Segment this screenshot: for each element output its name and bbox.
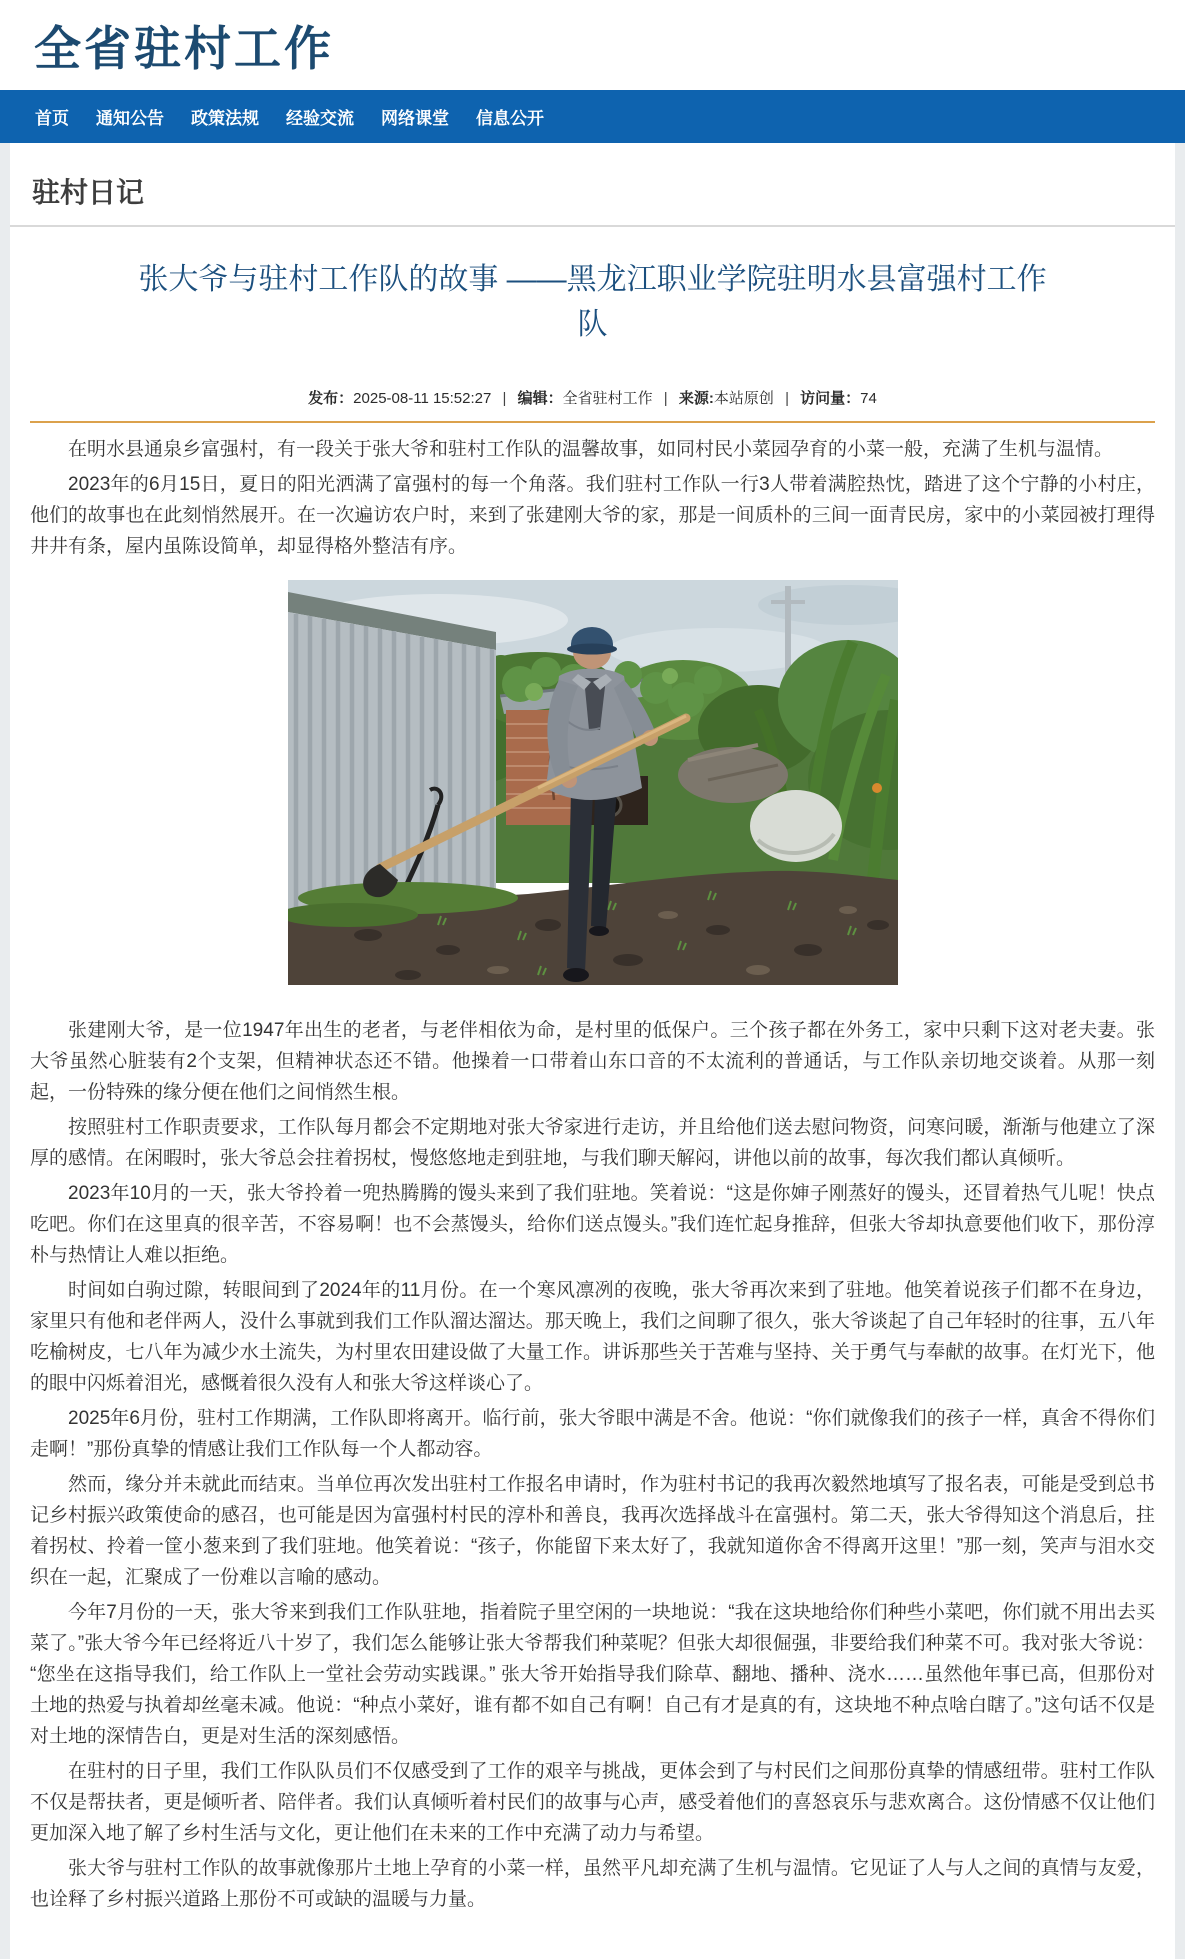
nav-item-2[interactable]: 通知公告 <box>96 109 164 128</box>
article-paragraph-1: 张建刚大爷，是一位1947年出生的老者，与老伴相依为命，是村里的低保户。三个孩子都在外务工，家中只剩下这对老夫妻。张大爷虽然心脏装有2个支架，但精神状态还不错。他操着一口带着山东口音的不太流利的普通话，与工作队亲切地交谈着。从那一刻起，一份特殊的缘分便在他们之间悄然生根。 <box>30 1020 1155 1103</box>
meta-views-value: 74 <box>860 390 877 407</box>
article-title: 张大爷与驻村工作队的故事 ——黑龙江职业学院驻明水县富强村工作队 <box>138 263 1047 341</box>
article-paragraph-3: 2023年10月的一天，张大爷拎着一兜热腾腾的馒头来到了我们驻地。笑着说：“这是你婶子刚蒸好的馒头，还冒着热气儿呢！快点吃吧。你们在这里真的很辛苦，不容易啊！也不会蒸馒头，给你们送点馒头。”我们连忙起身推辞，但张大爷却执意要他们收下，那份淳朴与热情让人难以拒绝。 <box>30 1183 1155 1266</box>
meta-editor-value: 全省驻村工作 <box>562 390 653 407</box>
meta-source-label: 来源: <box>678 390 714 407</box>
site-logo-title[interactable]: 全省驻村工作 <box>34 21 334 75</box>
article-paragraph-1: 在明水县通泉乡富强村，有一段关于张大爷和驻村工作队的温馨故事，如同村民小菜园孕育的小菜一般，充满了生机与温情。 <box>68 439 1114 460</box>
section-divider <box>10 225 1175 227</box>
content-card <box>10 143 1175 1959</box>
article-paragraph-2: 按照驻村工作职责要求，工作队每月都会不定期地对张大爷家进行走访，并且给他们送去慰问物资，问寒问暖，渐渐与他建立了深厚的感情。在闲暇时，张大爷总会拄着拐杖，慢悠悠地走到驻地，与我们聊天解闷，讲他以前的故事，每次我们都认真倾听。 <box>30 1117 1155 1169</box>
section-title: 驻村日记 <box>32 177 145 208</box>
content-wrapper <box>0 143 1185 1959</box>
article-meta <box>30 387 1155 408</box>
meta-editor-label: 编辑： <box>517 390 563 407</box>
article-body-after-photo <box>30 1015 1155 1915</box>
nav-item-4[interactable]: 经验交流 <box>286 109 354 128</box>
nav-item-1[interactable]: 首页 <box>35 109 69 128</box>
meta-separator: | <box>502 390 507 407</box>
article-paragraph-7: 今年7月份的一天，张大爷来到我们工作队驻地，指着院子里空闲的一块地说：“我在这块地给你们种些小菜吧，你们就不用出去买菜了。”张大爷今年已经将近八十岁了，我们怎么能够让张大爷帮我们种菜呢？但张大却很倔强，非要给我们种菜不可。我对张大爷说：“您坐在这指导我们，给工作队上一堂社会劳动实践课。” 张大爷开始指导我们除草、翻地、播种、浇水……虽然他年事已高，但那份对土地的热爱与执着却丝毫未减。他说：“种点小菜好，谁有都不如自己有啊！自己有才是真的有，这块地不种点啥白瞎了。”这句话不仅是对土地的深情告白，更是对生活的深刻感悟。 <box>30 1602 1155 1747</box>
nav-item-3[interactable]: 政策法规 <box>191 109 259 128</box>
article-paragraph-5: 2025年6月份，驻村工作期满，工作队即将离开。临行前，张大爷眼中满是不舍。他说：“你们就像我们的孩子一样，真舍不得你们走啊！”那份真挚的情感让我们工作队每一个人都动容。 <box>30 1408 1155 1460</box>
article-paragraph-6: 然而，缘分并未就此而结束。当单位再次发出驻村工作报名申请时，作为驻村书记的我再次毅然地填写了报名表，可能是受到总书记乡村振兴政策使命的感召，也可能是因为富强村村民的淳朴和善良，我再次选择战斗在富强村。第二天，张大爷得知这个消息后，拄着拐杖、拎着一筐小葱来到了我们驻地。他笑着说：“孩子，你能留下来太好了，我就知道你舍不得离开这里！”那一刻，笑声与泪水交织在一起，汇聚成了一份难以言喻的感动。 <box>30 1474 1155 1588</box>
article-paragraph-4: 时间如白驹过隙，转眼间到了2024年的11月份。在一个寒风凛冽的夜晚，张大爷再次来到了驻地。他笑着说孩子们都不在身边，家里只有他和老伴两人，没什么事就到我们工作队溜达溜达。那天晚上，我们之间聊了很久，张大爷谈起了自己年轻时的往事，五八年吃榆树皮，七八年为减少水土流失，为村里农田建设做了大量工作。讲诉那些关于苦难与坚持、关于勇气与奉献的故事。在灯光下，他的眼中闪烁着泪光，感慨着很久没有人和张大爷这样谈心了。 <box>30 1280 1155 1394</box>
article-paragraph-8: 在驻村的日子里，我们工作队队员们不仅感受到了工作的艰辛与挑战，更体会到了与村民们之间那份真挚的情感纽带。驻村工作队不仅是帮扶者，更是倾听者、陪伴者。我们认真倾听着村民们的故事与心声，感受着他们的喜怒哀乐与悲欢离合。这份情感不仅让他们更加深入地了解了乡村生活与文化，更让他们在未来的工作中充满了动力与希望。 <box>30 1761 1155 1844</box>
meta-source-value: 本站原创 <box>713 390 774 407</box>
meta-publish-value: 2025-08-11 15:52:27 <box>353 390 492 407</box>
article-photo <box>288 580 898 985</box>
accent-divider <box>30 421 1155 423</box>
article-paragraph-2: 2023年的6月15日，夏日的阳光洒满了富强村的每一个角落。我们驻村工作队一行3人带着满腔热忱，踏进了这个宁静的小村庄，他们的故事也在此刻悄然展开。在一次遍访农户时，来到了张建刚大爷的家，那是一间质朴的三间一面青民房，家中的小菜园被打理得井井有条，屋内虽陈设简单，却显得格外整洁有序。 <box>30 474 1155 557</box>
nav-item-6[interactable]: 信息公开 <box>476 109 544 128</box>
nav-item-5[interactable]: 网络课堂 <box>381 109 449 128</box>
main-nav <box>0 90 1185 143</box>
meta-views-label: 访问量： <box>800 390 861 407</box>
meta-separator: | <box>785 390 789 407</box>
article-body <box>30 434 1155 1915</box>
meta-separator: | <box>663 390 668 407</box>
article-body-before-photo <box>30 434 1155 562</box>
site-header <box>0 0 1185 90</box>
article-paragraph-9: 张大爷与驻村工作队的故事就像那片土地上孕育的小菜一样，虽然平凡却充满了生机与温情。它见证了人与人之间的真情与友爱，也诠释了乡村振兴道路上那份不可或缺的温暖与力量。 <box>30 1858 1155 1910</box>
meta-publish-label: 发布： <box>308 390 354 407</box>
